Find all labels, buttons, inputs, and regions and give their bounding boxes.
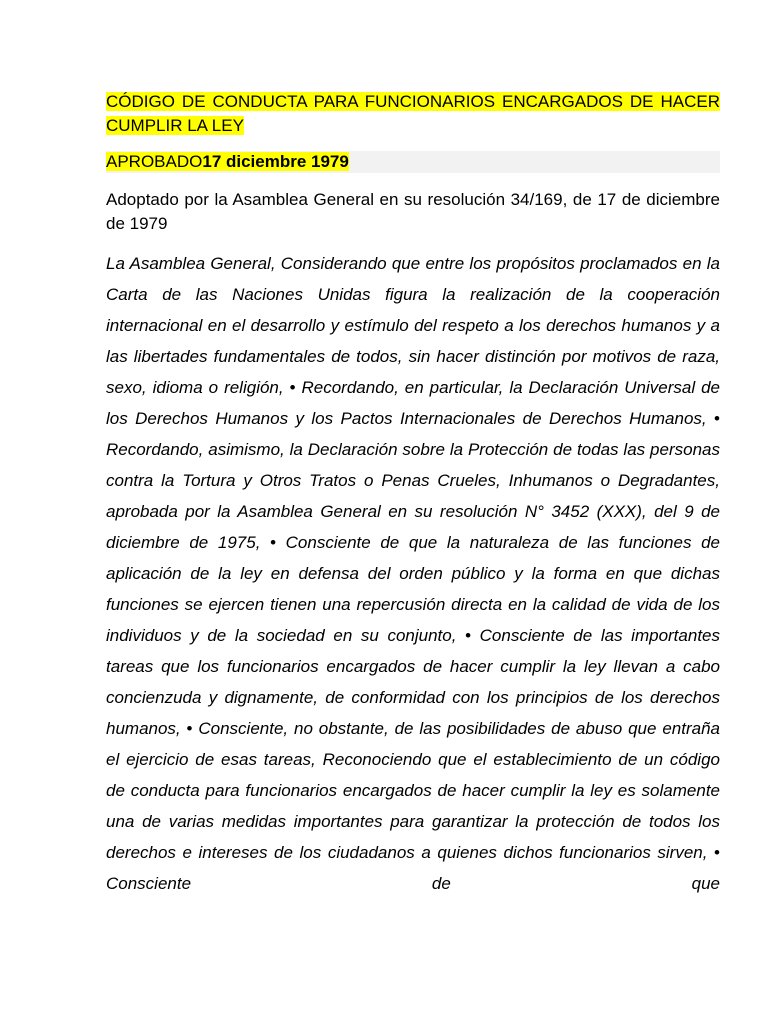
preamble-segment: La Asamblea General, Considerando que entre los propósitos proclamados en la Carta de las Naciones Unidas figura la realización de la cooperación internacional en el desarrollo y estímulo del respeto a los derechos humanos y a las libertades fundamentales de todos, sin hacer distinción por motivos de raza, sexo, idioma o religión, (106, 254, 720, 397)
preamble-segment: Recordando, asimismo, la Declaración sobre la Protección de todas las personas contra la Tortura y Otros Tratos o Penas Crueles, Inhumanos o Degradantes, aprobada por la Asamblea General en su resolución N° 3452 (XXX), del 9 de diciembre de 1975, (106, 440, 720, 552)
preamble-segment: Recordando, en particular, la Declaración Universal de los Derechos Humanos y los Pactos Internacionales de Derechos Humanos, (106, 378, 721, 428)
bullet: • (714, 843, 720, 862)
preamble-segment: Consciente de las importantes tareas que los funcionarios encargados de hacer cumplir la ley llevan a cabo concienzuda y dignamente, de conformidad con los principios de los derechos humanos, (106, 626, 720, 738)
document-body (106, 90, 720, 899)
preamble-segment: Consciente, no obstante, de las posibilidades de abuso que entraña el ejercicio de esas tareas, Reconociendo que el establecimiento de un código de conducta para funcionarios encargados de hacer cumplir la ley es solamente una de varias medidas importantes para garantizar la protección de todos los derechos e intereses de los ciudadanos a quienes dichos funcionarios sirven, (106, 719, 720, 862)
approved-label: APROBADO (106, 152, 203, 171)
approval-line (106, 151, 720, 173)
bullet: • (270, 533, 277, 552)
bullet: • (289, 378, 296, 397)
bullet: • (186, 719, 193, 738)
adoption-note: Adoptado por la Asamblea General en su resolución 34/169, de 17 de diciembre de 1979 (106, 190, 720, 233)
approval-highlight (106, 152, 349, 171)
bullet: • (714, 409, 720, 428)
bullet: • (465, 626, 472, 645)
title-highlight: CÓDIGO DE CONDUCTA PARA FUNCIONARIOS ENCARGADOS DE HACER CUMPLIR LA LEY (106, 92, 720, 135)
preamble-segment: Consciente de que (106, 874, 720, 893)
approved-date: 17 diciembre 1979 (202, 152, 349, 171)
preamble-text (106, 248, 720, 899)
document-title (106, 90, 720, 138)
preamble-segment: Consciente de que la naturaleza de las funciones de aplicación de la ley en defensa del orden público y la forma en que dichas funciones se ejercen tienen una repercusión directa en la calidad de vida de los individuos y de la sociedad en su conjunto, (106, 533, 720, 645)
